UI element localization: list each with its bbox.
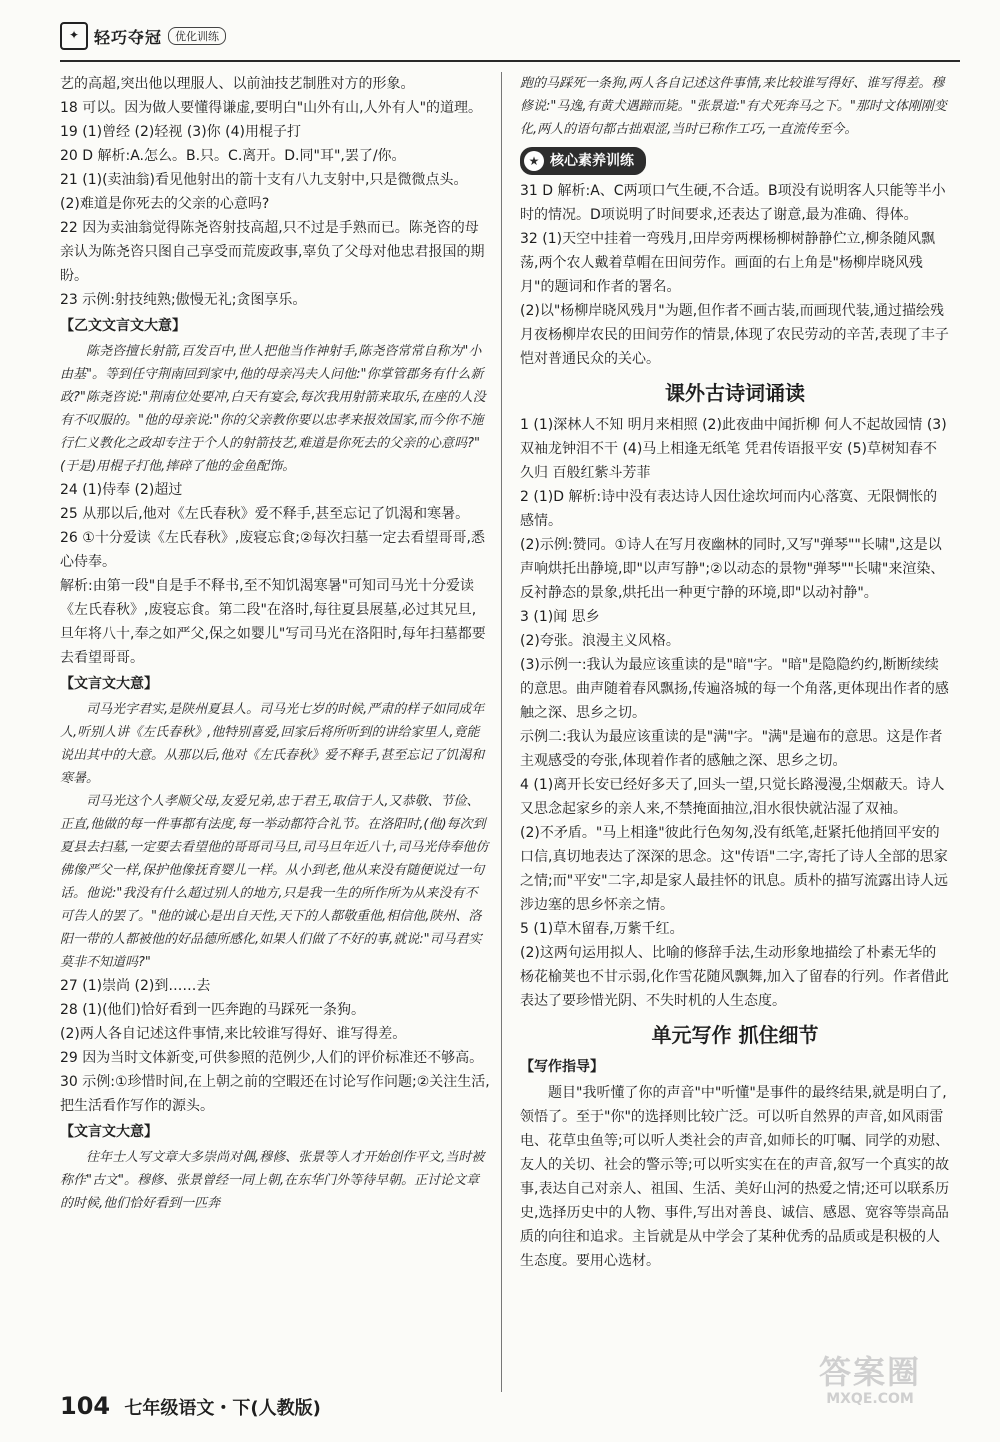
left-column xyxy=(60,72,490,1215)
answer-24: 24 (1)侍奉 (2)超过 xyxy=(60,482,183,498)
brand-name: 轻巧夺冠 xyxy=(94,27,163,47)
page-number: 104 xyxy=(60,1392,111,1420)
answer-31: 31 D 解析:A、C两项口气生硬,不合适。B项没有说明客人只能等半小时的情况。D项说明了时间要求,还表达了谢意,最为准确、得体。 xyxy=(520,183,946,223)
answer-26-analysis: 解析:由第一段"自是手不释书,至不知饥渴寒暑"可知司马光十分爱读《左氏春秋》,废寝忘食。第二段"在洛时,每往夏县展墓,必过其兄旦,旦年将八十,奉之如严父,保之如婴儿"写司马光在洛阳时,每年扫墓都要去看望哥哥。 xyxy=(60,578,486,666)
section-title-poetry: 课外古诗词诵读 xyxy=(665,381,805,405)
poetry-1: 1 (1)深林人不知 明月来相照 (2)此夜曲中闻折柳 何人不起故园情 (3)双袖龙钟泪不干 (4)马上相逢无纸笔 凭君传语报平安 (5)草树知春不久归 百般红紫斗芳菲 xyxy=(520,417,947,481)
poetry-3d: 示例二:我认为最应该重读的是"满"字。"满"是遍布的意思。这是作者主观感受的夸张,体现着作者的感触之深、思乡之切。 xyxy=(520,729,943,769)
answer-18: 18 可以。因为做人要懂得谦虚,要明白"山外有山,人外有人"的道理。 xyxy=(60,100,483,116)
poetry-2b: (2)示例:赞同。①诗人在写月夜幽林的同时,又写"弹琴""长啸",这是以声响烘托出静境,即"以声写静";②以动态的景物"弹琴""长啸"来渲染、反衬静态的景象,烘托出一种更宁静的环境,即"以动衬静"。 xyxy=(520,537,945,601)
poetry-5b: (2)这两句运用拟人、比喻的修辞手法,生动形象地描绘了朴素无华的杨花榆荚也不甘示弱,化作雪花随风飘舞,加入了留春的行列。作者借此表达了要珍惜光阴、不失时机的人生态度。 xyxy=(520,945,949,1009)
poetry-3c: (3)示例一:我认为最应该重读的是"暗"字。"暗"是隐隐约约,断断续续的意思。曲声随着春风飘扬,传遍洛城的每一个角落,更体现出作者的感触之深、思乡之切。 xyxy=(520,657,949,721)
answer-32b: (2)以"杨柳岸晓风残月"为题,但作者不画古装,而画现代装,通过描绘残月夜杨柳岸农民的田间劳作的情景,体现了农民劳动的辛苦,表现了丰子恺对普通民众的关心。 xyxy=(520,303,949,367)
yi-translation: 陈尧咨擅长射箭,百发百中,世人把他当作神射手,陈尧咨常常自称为"小由基"。等到任守荆南回到家中,他的母亲冯夫人问他:"你掌管郡务有什么新政?"陈尧咨说:"荆南位处要冲,白天有宴会,每次我用射箭来取乐,在座的人没有不叹服的。"他的母亲说:"你的父亲教你要以忠孝来报效国家,而今你不施行仁义教化之政却专注于个人的射箭技艺,难道是你死去的父亲的心意吗?"(于是)用棍子打他,摔碎了他的金鱼配饰。 xyxy=(60,344,486,474)
answer-32a: 32 (1)天空中挂着一弯残月,田岸旁两棵杨柳树静静伫立,柳条随风飘荡,两个农人戴着草帽在田间劳作。画面的右上角是"杨柳岸晓风残月"的题词和作者的署名。 xyxy=(520,231,935,295)
footer-text: 七年级语文・下(人教版) xyxy=(124,1398,321,1419)
answer-22: 22 因为卖油翁觉得陈尧咨射技高超,只不过是手熟而已。陈尧咨的母亲认为陈尧咨只图自己享受而荒废政事,辜负了父母对他忠君报国的期盼。 xyxy=(60,220,485,284)
answer-27: 27 (1)崇尚 (2)到……去 xyxy=(60,978,211,994)
brand-subtitle: 优化训练 xyxy=(168,27,226,45)
brand-logo xyxy=(60,24,226,48)
poetry-3b: (2)夸张。浪漫主义风格。 xyxy=(520,633,680,649)
column-divider xyxy=(501,72,502,1392)
answer-19: 19 (1)曾经 (2)轻视 (3)你 (4)用棍子打 xyxy=(60,124,301,140)
poetry-4a: 4 (1)离开长安已经好多天了,回头一望,只觉长路漫漫,尘烟蔽天。诗人又思念起家乡的亲人来,不禁掩面抽泣,泪水很快就沾湿了双袖。 xyxy=(520,777,945,817)
answer-28: 28 (1)(他们)恰好看到一匹奔跑的马踩死一条狗。 (2)两人各自记述这件事情,来比较谁写得好、谁写得差。 xyxy=(60,1002,407,1042)
right-column xyxy=(520,72,950,1273)
banner-label: 核心素养训练 xyxy=(550,153,634,169)
translation-1-p2: 司马光这个人孝顺父母,友爱兄弟,忠于君王,取信于人,又恭敬、节俭、正直,他做的每一件事都有法度,每一举动都符合礼节。在洛阳时,(他)每次到夏县去扫墓,一定要去看望他的哥哥司马旦,司马旦年近八十,司马光侍奉他仿佛像严父一样,保护他像抚育婴儿一样。从小到老,他从来没有随便说过一句话。他说:"我没有什么超过别人的地方,只是我一生的所作所为从来没有不可告人的罢了。"他的诚心是出自天性,天下的人都敬重他,相信他,陕州、洛阳一带的人都被他的好品德所感化,如果人们做了不好的事,就说:"司马君实莫非不知道吗?" xyxy=(60,794,489,970)
answer-23: 23 示例:射技纯熟;傲慢无礼;贪图享乐。 xyxy=(60,292,307,308)
badge-icon: ★ xyxy=(524,151,544,171)
answer-line: 艺的高超,突出他以理服人、以前油技艺制胜对方的形象。 xyxy=(60,76,415,92)
page-footer xyxy=(60,1392,321,1420)
answer-25: 25 从那以后,他对《左氏春秋》爱不释手,甚至忘记了饥渴和寒暑。 xyxy=(60,506,470,522)
subhead-writing-guide: 【写作指导】 xyxy=(520,1059,604,1075)
answer-20: 20 D 解析:A.怎么。B.只。C.离开。D.同"耳",罢了/你。 xyxy=(60,148,406,164)
poetry-4b: (2)不矛盾。"马上相逢"彼此行色匆匆,没有纸笔,赶紧托他捎回平安的口信,真切地表达了深深的思念。这"传语"二字,寄托了诗人全部的思家之情;而"平安"二字,却是家人最挂怀的讯息。质朴的描写流露出诗人远涉边塞的思乡怀亲之情。 xyxy=(520,825,949,913)
subhead-yi: 【乙文文言文大意】 xyxy=(60,318,186,334)
answer-26: 26 ①十分爱读《左氏春秋》,废寝忘食;②每次扫墓一定去看望哥哥,悉心侍奉。 xyxy=(60,530,485,570)
answer-30: 30 示例:①珍惜时间,在上朝之前的空暇还在讨论写作问题;②关注生活,把生活看作写作的源头。 xyxy=(60,1074,490,1114)
subhead-translation-1: 【文言文大意】 xyxy=(60,676,158,692)
translation-2-continued: 跑的马踩死一条狗,两人各自记述这件事情,来比较谁写得好、谁写得差。穆修说:"马逸,有黄犬遇蹄而毙。"张景道:"有犬死奔马之下。"那时文体刚刚变化,两人的语句都古拙艰涩,当时已称作工巧,一直流传至今。 xyxy=(520,76,947,137)
poetry-3a: 3 (1)闻 思乡 xyxy=(520,609,600,625)
translation-2: 往年士人写文章大多崇尚对偶,穆修、张景等人才开始创作平文,当时被称作"古文"。穆修、张景曾经一同上朝,在东华门外等待早朝。正讨论文章的时候,他们恰好看到一匹奔 xyxy=(60,1150,485,1211)
watermark-logo xyxy=(780,1354,960,1424)
core-training-banner xyxy=(520,147,646,175)
page-header xyxy=(60,18,960,62)
poetry-2a: 2 (1)D 解析:诗中没有表达诗人因仕途坎坷而内心落寞、无限惆怅的感情。 xyxy=(520,489,938,529)
watermark-text: 答案圈 xyxy=(818,1353,921,1391)
watermark-url: MXQE.COM xyxy=(826,1391,914,1407)
translation-1-p1: 司马光字君实,是陕州夏县人。司马光七岁的时候,严肃的样子如同成年人,听别人讲《左氏春秋》,他特别喜爱,回家后将所听到的讲给家里人,竟能说出其中的大意。从那以后,他对《左氏春秋》爱不释手,甚至忘记了饥渴和寒暑。 xyxy=(60,702,485,786)
subhead-translation-2: 【文言文大意】 xyxy=(60,1124,158,1140)
answer-21: 21 (1)(卖油翁)看见他射出的箭十支有八九支射中,只是微微点头。 (2)难道是你死去的父亲的心意吗? xyxy=(60,172,468,212)
answer-29: 29 因为当时文体新变,可供参照的范例少,人们的评价标准还不够高。 xyxy=(60,1050,484,1066)
brand-icon: ✦ xyxy=(60,22,88,50)
writing-guide-text: 题目"我听懂了你的声音"中"听懂"是事件的最终结果,就是明白了,领悟了。至于"你"的选择则比较广泛。可以听自然界的声音,如风雨雷电、花草虫鱼等;可以听人类社会的声音,如师长的叮嘱、同学的劝慰、友人的关切、社会的警示等;可以听实实在在的声音,叙写一个真实的故事,表达自己对亲人、祖国、生活、美好山河的热爱之情;还可以联系历史,选择历史中的人物、事件,写出对善良、诚信、感恩、宽容等崇高品质的向往和追求。主旨就是从中学会了某种优秀的品质或是积极的人生态度。要用心选材。 xyxy=(520,1085,950,1269)
poetry-5a: 5 (1)草木留春,万紫千红。 xyxy=(520,921,684,937)
section-title-writing: 单元写作 抓住细节 xyxy=(651,1023,819,1047)
